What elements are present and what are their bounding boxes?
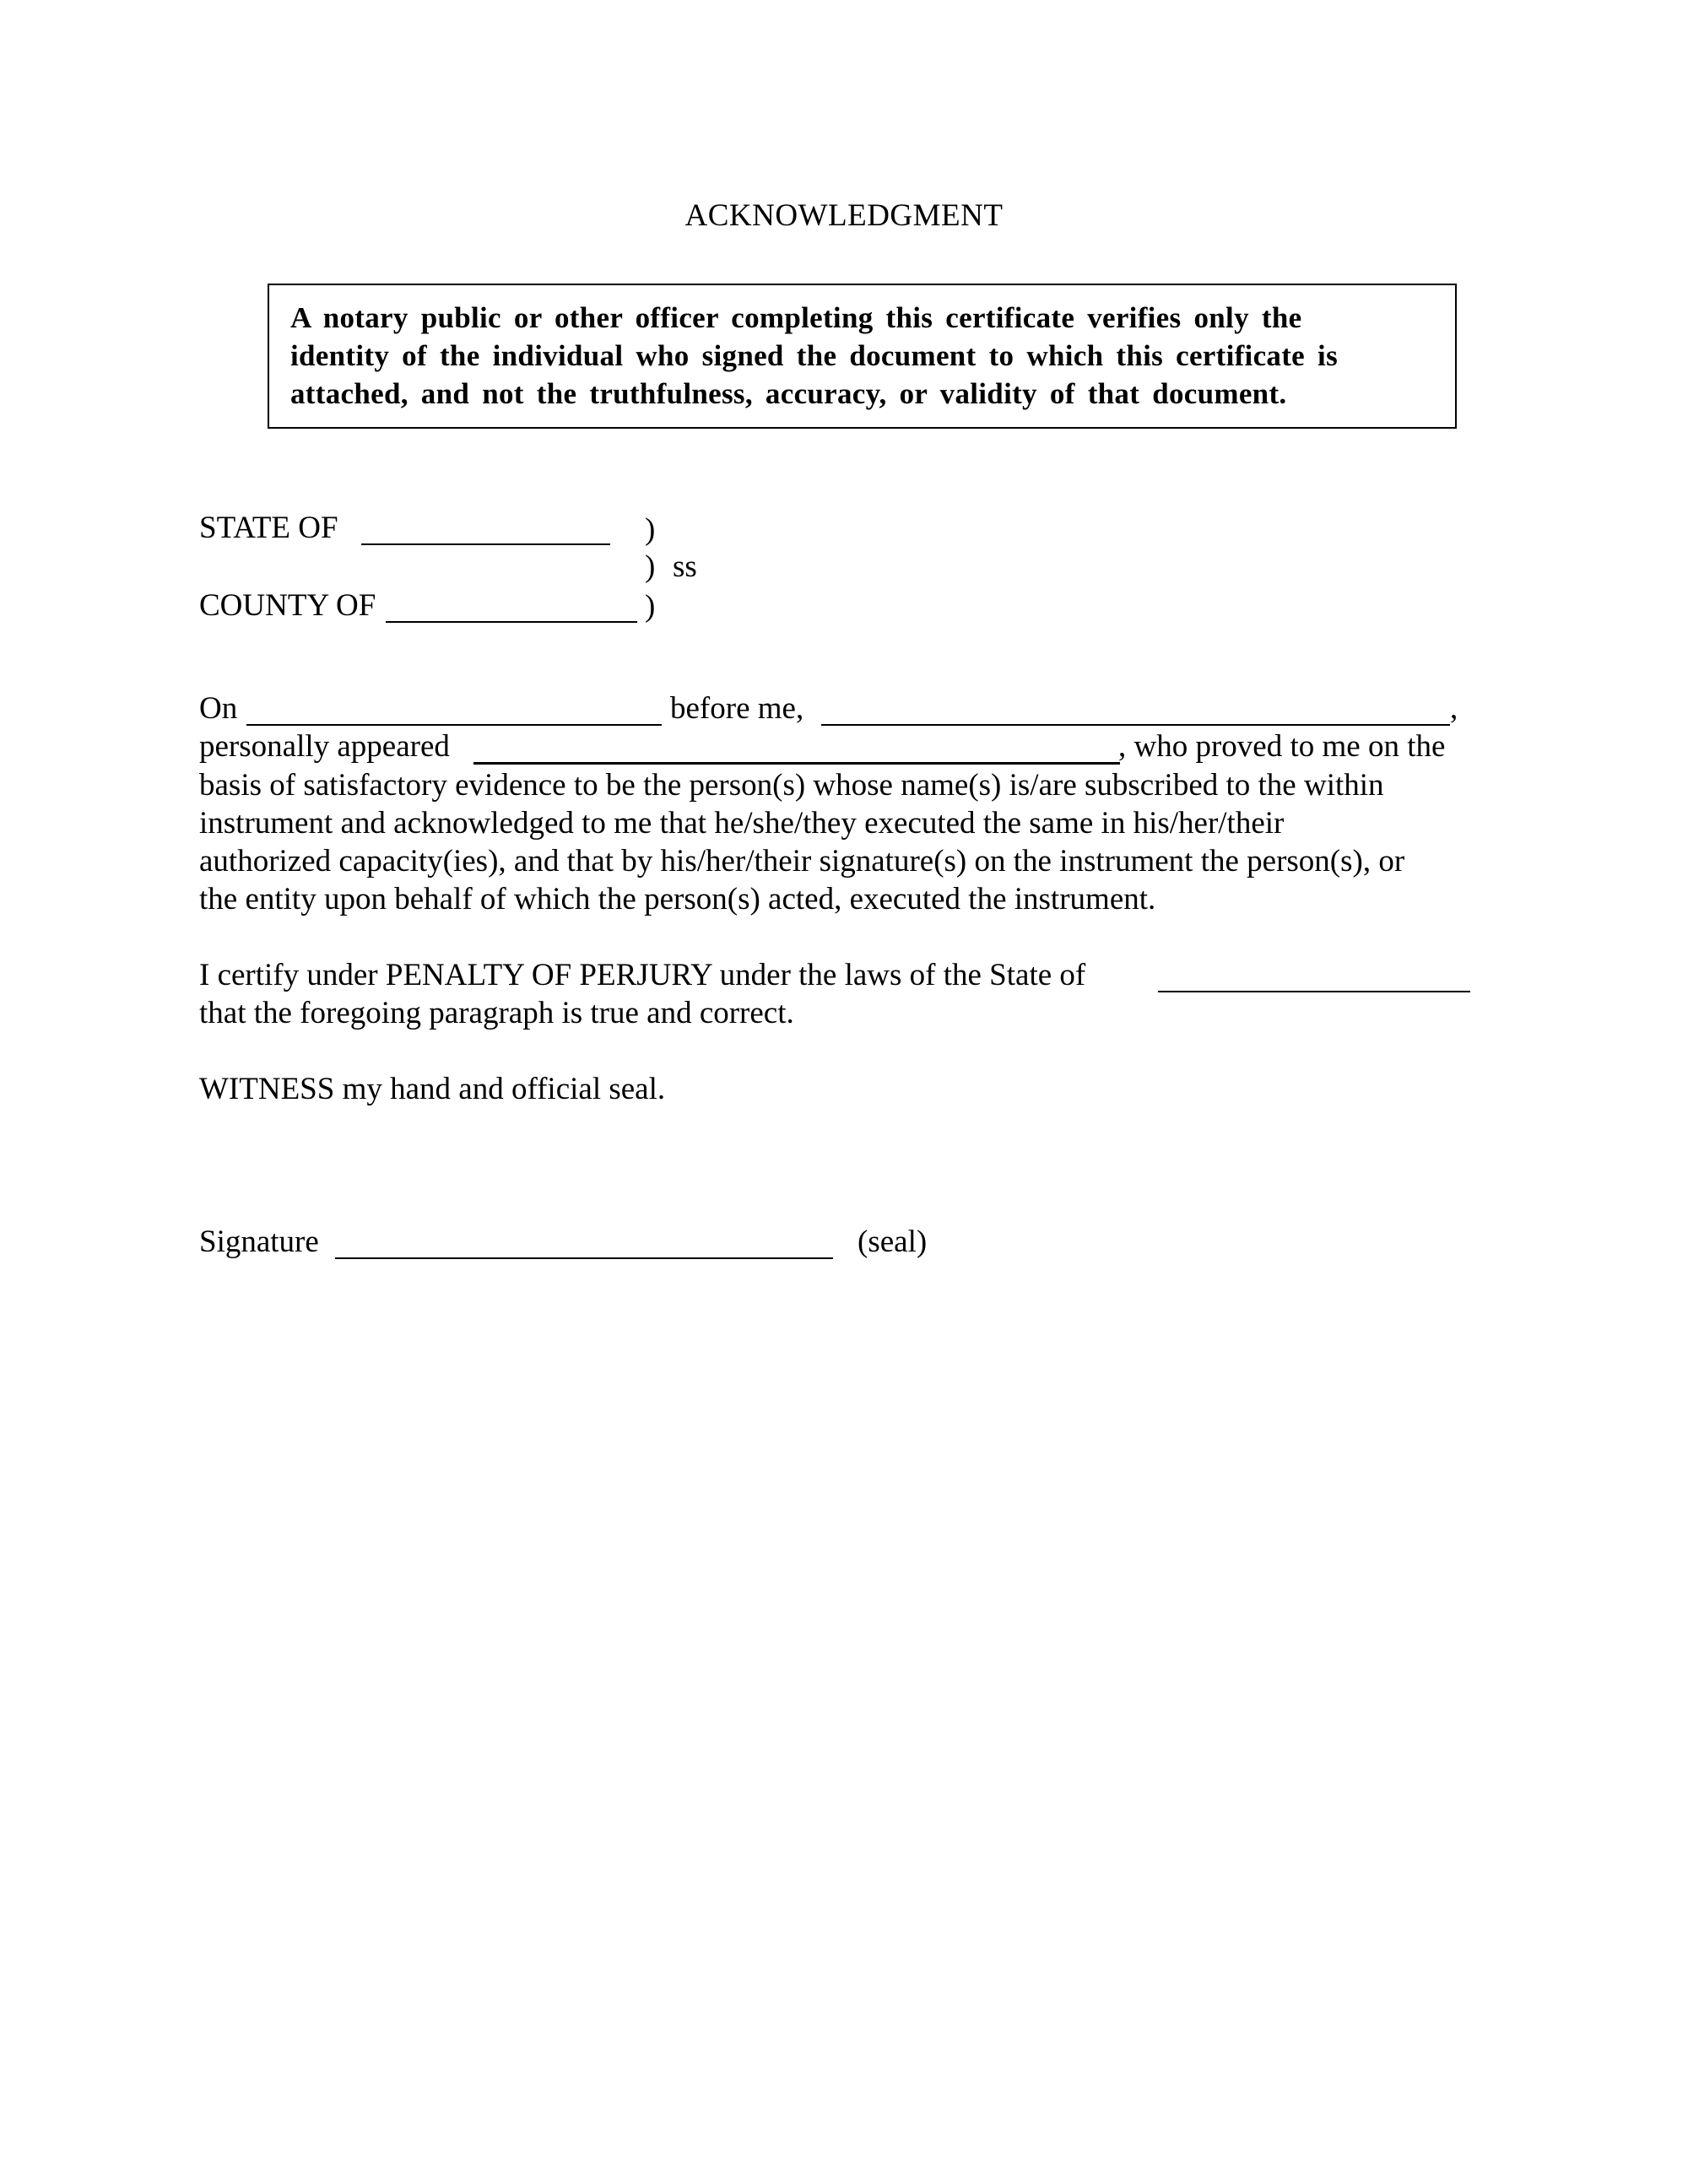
notice-line: A notary public or other officer completing this certificate verifies only the <box>290 301 1302 334</box>
personally-appeared-label: personally appeared <box>199 729 450 764</box>
who-proved-text: , who proved to me on the <box>1118 729 1446 764</box>
body-line: instrument and acknowledged to me that he/she/they executed the same in his/her/their <box>199 806 1285 841</box>
signature-label: Signature <box>199 1224 319 1259</box>
ss-label: ss <box>673 549 697 584</box>
signature-blank-field[interactable] <box>335 1257 833 1259</box>
notary-notice-box <box>268 284 1457 429</box>
perjury-state-blank-field[interactable] <box>1158 991 1470 992</box>
venue-paren: ) <box>645 549 656 584</box>
county-blank-field[interactable] <box>386 621 637 623</box>
body-line: basis of satisfactory evidence to be the person(s) whose name(s) is/are subscribed to the within <box>199 768 1384 803</box>
venue-paren: ) <box>645 512 656 547</box>
state-of-label: STATE OF <box>199 511 338 545</box>
page-title: ACKNOWLEDGMENT <box>684 198 1004 233</box>
body-line: the entity upon behalf of which the person(s) acted, executed the instrument. <box>199 882 1156 916</box>
before-me-label: before me, <box>670 691 804 726</box>
perjury-line: that the foregoing paragraph is true and correct. <box>199 996 794 1030</box>
comma: , <box>1450 691 1458 726</box>
date-blank-field[interactable] <box>246 724 662 726</box>
officer-name-blank-field[interactable] <box>821 724 1450 726</box>
state-blank-field[interactable] <box>361 543 610 545</box>
notice-line: identity of the individual who signed the document to which this certificate is <box>290 339 1338 372</box>
body-line: authorized capacity(ies), and that by his/her/their signature(s) on the instrument the person(s), or <box>199 844 1405 878</box>
on-label: On <box>199 691 238 726</box>
venue-paren: ) <box>645 589 656 624</box>
signer-name-blank-field[interactable] <box>473 762 1120 765</box>
witness-statement: WITNESS my hand and official seal. <box>199 1072 666 1106</box>
seal-label: (seal) <box>858 1224 928 1259</box>
county-of-label: COUNTY OF <box>199 588 376 623</box>
notice-line: attached, and not the truthfulness, accuracy, or validity of that document. <box>290 377 1287 410</box>
perjury-line: I certify under PENALTY OF PERJURY under the laws of the State of <box>199 958 1086 992</box>
